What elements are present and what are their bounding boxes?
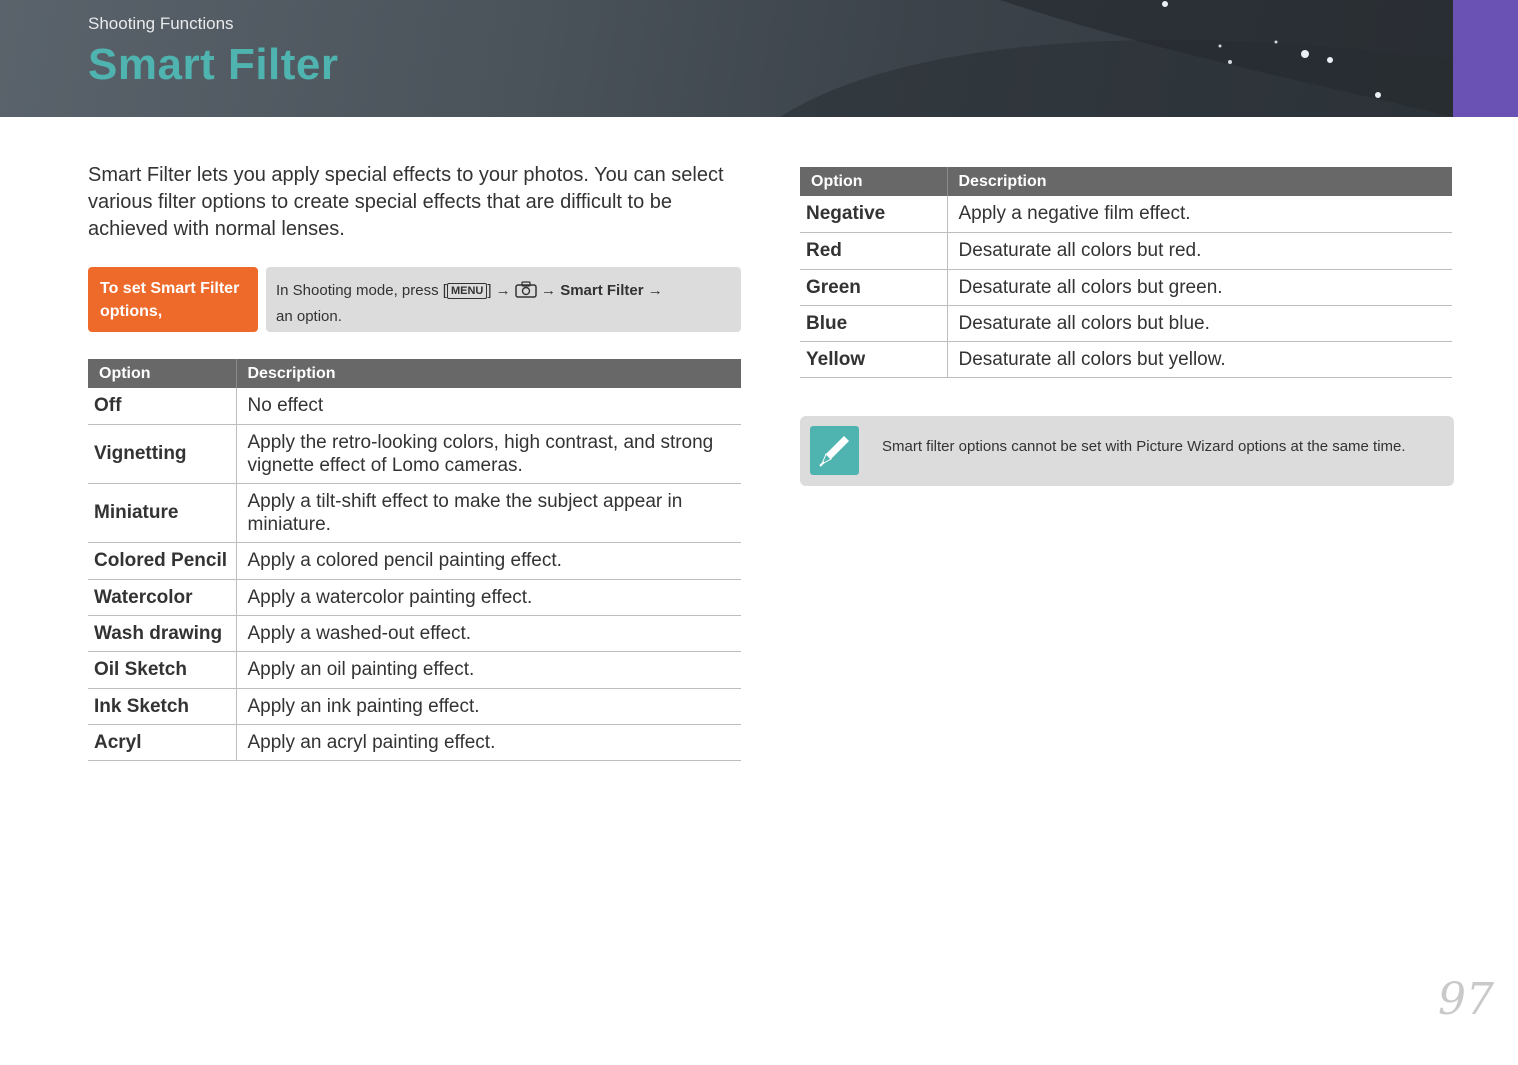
option-description: Apply a watercolor painting effect. [236,579,741,615]
table-row [88,724,741,760]
option-name: Blue [800,305,947,341]
option-name: Oil Sketch [88,651,236,688]
table-row [88,579,741,615]
section-label: Shooting Functions [88,14,234,33]
option-name: Red [800,232,947,269]
table-row [88,483,741,542]
table-row [88,651,741,688]
option-description: Apply a washed-out effect. [236,615,741,651]
description-header: Description [236,359,741,388]
option-name: Watercolor [88,579,236,615]
page-number: 97 [1438,974,1494,1025]
table-row [800,232,1452,269]
option-description: Apply a tilt-shift effect to make the subject appear in miniature. [236,483,741,542]
table-row [88,424,741,483]
table-row [88,542,741,579]
option-description: Apply a colored pencil painting effect. [236,542,741,579]
table-row [800,196,1452,232]
table-row [800,305,1452,341]
table-row [88,615,741,651]
page-title: Smart Filter [88,40,339,89]
note-box [800,416,1454,486]
option-description: No effect [236,388,741,424]
option-name: Miniature [88,483,236,542]
howto-suffix: → [643,282,663,299]
description-header: Description [947,167,1452,196]
option-description: Apply the retro-looking colors, high contrast, and strong vignette effect of Lomo cameras. [236,424,741,483]
table-row [88,688,741,724]
chapter-tab[interactable] [1453,0,1518,117]
howto-label: To set Smart Filter options, [88,267,258,332]
option-name: Acryl [88,724,236,760]
option-description: Desaturate all colors but yellow. [947,341,1452,377]
option-description: Desaturate all colors but green. [947,269,1452,305]
option-description: Desaturate all colors but blue. [947,305,1452,341]
option-name: Negative [800,196,947,232]
option-name: Vignetting [88,424,236,483]
options-table-right [800,167,1452,378]
option-name: Yellow [800,341,947,377]
option-header: Option [800,167,947,196]
options-table-left [88,359,741,761]
option-name: Colored Pencil [88,542,236,579]
howto-steps [266,267,741,332]
table-row [88,388,741,424]
option-name: Off [88,388,236,424]
howto-target: Smart Filter [560,282,644,299]
camera-icon [515,281,537,305]
table-row [800,269,1452,305]
option-name: Green [800,269,947,305]
option-description: Apply an ink painting effect. [236,688,741,724]
pencil-note-icon [810,426,859,475]
option-description: Apply an acryl painting effect. [236,724,741,760]
note-text: Smart filter options cannot be set with Picture Wizard options at the same time. [882,438,1406,455]
option-description: Desaturate all colors but red. [947,232,1452,269]
howto-line2: an option. [276,308,342,325]
howto-arrow: → [536,282,561,299]
option-name: Ink Sketch [88,688,236,724]
page-header [0,0,1518,117]
option-name: Wash drawing [88,615,236,651]
table-row [800,341,1452,377]
option-description: Apply an oil painting effect. [236,651,741,688]
option-description: Apply a negative film effect. [947,196,1452,232]
option-header: Option [88,359,236,388]
intro-paragraph: Smart Filter lets you apply special effects to your photos. You can select various filter options to create special effects that are difficult to be achieved with normal lenses. [88,164,724,240]
howto-prefix: In Shooting mode, press [ [276,282,447,299]
howto-arrow: ] → [487,282,515,299]
menu-button-icon: MENU [447,283,487,299]
